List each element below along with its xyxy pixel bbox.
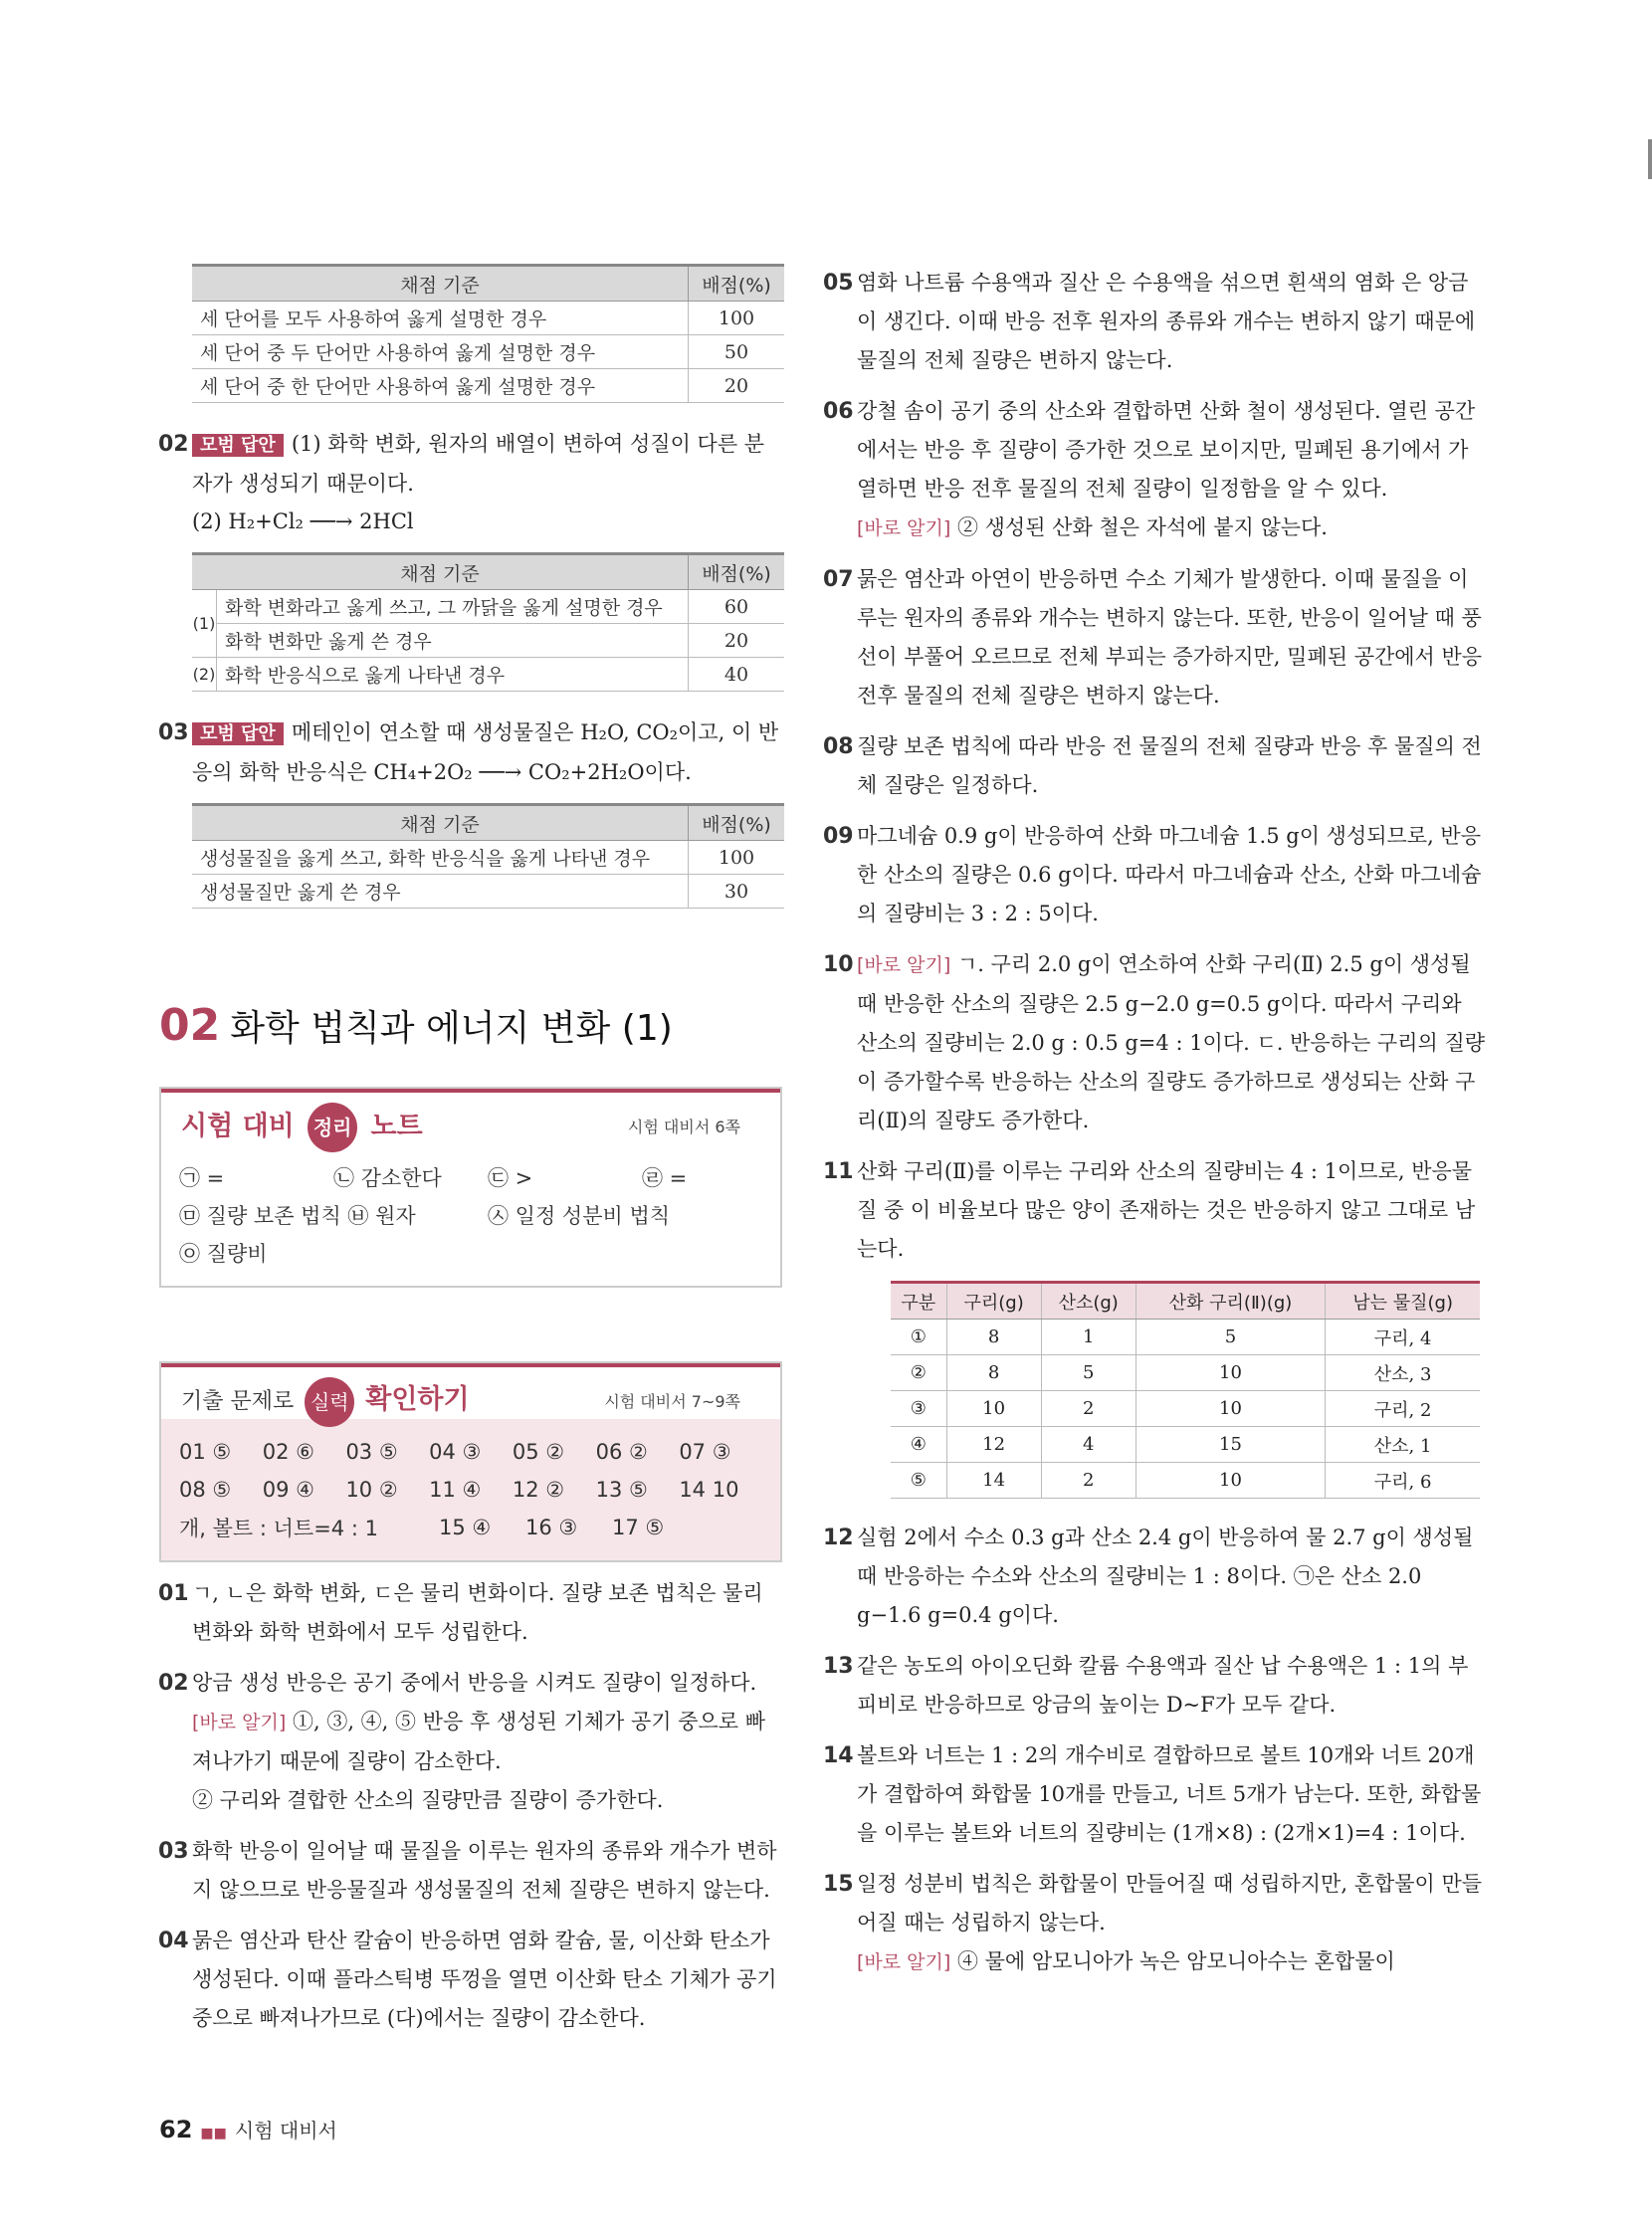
answer-row bbox=[179, 1509, 762, 1546]
answer-text: 메테인이 연소할 때 생성물질은 H₂O, CO₂이고, 이 반응의 화학 반응식은 CH₄+2O₂ ──→ CO₂+2H₂O이다. bbox=[192, 720, 779, 784]
answer-item: 15 ④ bbox=[439, 1516, 492, 1539]
table-cell: 8 bbox=[946, 1320, 1041, 1355]
answer-item: 03 ⑤ bbox=[345, 1440, 398, 1464]
question-text: 묽은 염산과 탄산 칼슘이 반응하면 염화 칼슘, 물, 이산화 탄소가 생성된다. 이때 플라스틱병 뚜껑을 열면 이산화 탄소 기체가 공기 중으로 빠져나가므로 (다)에서는 질량이 감소한다. bbox=[192, 1929, 777, 2030]
answer-02 bbox=[158, 425, 784, 540]
note-item: ㉡ 감소한다 bbox=[333, 1166, 442, 1190]
answer-item: 17 ⑤ bbox=[612, 1516, 665, 1539]
question-01 bbox=[158, 1574, 784, 1652]
question-number: 02 bbox=[158, 1671, 189, 1696]
answer-item: 10 ② bbox=[345, 1478, 398, 1502]
note-item: ㉠ = bbox=[179, 1166, 225, 1190]
table-row bbox=[192, 590, 784, 624]
table-row bbox=[891, 1355, 1480, 1391]
table-cell: 구리, 6 bbox=[1326, 1463, 1480, 1499]
answer-item: 02 ⑥ bbox=[262, 1440, 314, 1464]
question-text: 같은 농도의 아이오딘화 칼륨 수용액과 질산 납 수용액은 1 : 1의 부피비로 반응하므로 앙금의 높이는 D~F가 모두 같다. bbox=[857, 1654, 1469, 1717]
answer-row bbox=[179, 1433, 762, 1471]
table-cell: 생성물질만 옳게 쓴 경우 bbox=[192, 875, 689, 909]
question-14 bbox=[823, 1736, 1488, 1853]
table-cell: 5 bbox=[1041, 1355, 1136, 1391]
question-extra: ② 생성된 산화 철은 자석에 붙지 않는다. bbox=[956, 515, 1328, 539]
note-title-a: 시험 대비 bbox=[181, 1111, 295, 1142]
question-extra: ①, ③, ④, ⑤ 반응 후 생성된 기체가 공기 중으로 빠져나가기 때문에 질량이 감소한다. bbox=[192, 1710, 766, 1773]
question-number: 06 bbox=[823, 399, 854, 424]
note-row bbox=[179, 1234, 762, 1272]
check-bubble: 실력 bbox=[305, 1377, 354, 1427]
grade-table-1 bbox=[192, 264, 784, 403]
answer-item: 06 ② bbox=[595, 1440, 648, 1464]
table-header: 배점(%) bbox=[689, 554, 785, 590]
question-text: 마그네슘 0.9 g이 반응하여 산화 마그네슘 1.5 g이 생성되므로, 반응한 산소의 질량은 0.6 g이다. 따라서 마그네슘과 산소, 산화 마그네슘의 질량비는 3 : 2 : 5이다. bbox=[857, 824, 1482, 925]
table-cell: (2) bbox=[192, 658, 217, 692]
question-03 bbox=[158, 1832, 784, 1910]
answer-item: 01 ⑤ bbox=[179, 1440, 232, 1464]
table-cell: 10 bbox=[1136, 1463, 1325, 1499]
table-header: 채점 기준 bbox=[192, 805, 689, 841]
question-text: 산화 구리(Ⅱ)를 이루는 구리와 산소의 질량비는 4 : 1이므로, 반응물질 중 이 비율보다 많은 양이 존재하는 것은 반응하지 않고 그대로 남는다. bbox=[857, 1159, 1476, 1261]
question-09 bbox=[823, 817, 1488, 933]
answer-text: (1) 화학 변화, 원자의 배열이 변하여 성질이 다른 분자가 생성되기 때문이다. bbox=[192, 432, 765, 496]
question-07 bbox=[823, 560, 1488, 715]
correction-tag: [바로 알기] bbox=[192, 1712, 287, 1733]
table-cell: 산소, 1 bbox=[1326, 1427, 1480, 1463]
table-cell: 50 bbox=[689, 335, 785, 369]
question-06 bbox=[823, 392, 1488, 548]
question-text: 화학 반응이 일어날 때 물질을 이루는 원자의 종류와 개수가 변하지 않으므로 반응물질과 생성물질의 전체 질량은 변하지 않는다. bbox=[192, 1839, 777, 1902]
left-column bbox=[158, 264, 784, 909]
table-row bbox=[192, 369, 784, 403]
table-row bbox=[192, 875, 784, 909]
right-column bbox=[823, 264, 1488, 1994]
page-edge-mark bbox=[1648, 139, 1652, 179]
table-cell: ① bbox=[891, 1320, 946, 1355]
answer-item: 11 ④ bbox=[429, 1478, 482, 1502]
note-item: ㉧ 질량비 bbox=[179, 1242, 268, 1266]
page-footer bbox=[159, 2115, 337, 2143]
note-box-ref: 시험 대비서 6쪽 bbox=[627, 1118, 740, 1136]
table-cell: 산소, 3 bbox=[1326, 1355, 1480, 1391]
table-cell: 구리, 4 bbox=[1326, 1320, 1480, 1355]
table-cell: 생성물질을 옳게 쓰고, 화학 반응식을 옳게 나타낸 경우 bbox=[192, 841, 689, 875]
note-box-content bbox=[161, 1144, 780, 1286]
table-cell: 화학 변화만 옳게 쓴 경우 bbox=[217, 624, 689, 658]
question-number: 13 bbox=[823, 1654, 854, 1679]
table-row bbox=[891, 1427, 1480, 1463]
question-13 bbox=[823, 1647, 1488, 1725]
table-cell: 100 bbox=[689, 302, 785, 335]
question-04 bbox=[158, 1922, 784, 2038]
question-number: 05 bbox=[823, 271, 854, 296]
table-header: 배점(%) bbox=[689, 805, 785, 841]
note-box-title bbox=[181, 1103, 423, 1152]
left-explanations bbox=[158, 1574, 784, 2050]
table-cell: 10 bbox=[1136, 1355, 1325, 1391]
note-item: ㉤ 질량 보존 법칙 ㉥ 원자 bbox=[179, 1204, 416, 1228]
section-title-text: 화학 법칙과 에너지 변화 (1) bbox=[230, 1008, 673, 1049]
table-cell: 60 bbox=[689, 590, 785, 624]
table-header: 산화 구리(Ⅱ)(g) bbox=[1136, 1283, 1325, 1320]
table-header: 산소(g) bbox=[1041, 1283, 1136, 1320]
answer-item: 07 ③ bbox=[679, 1440, 731, 1464]
table-cell: 4 bbox=[1041, 1427, 1136, 1463]
check-title-a: 기출 문제로 bbox=[181, 1389, 295, 1414]
note-row bbox=[179, 1196, 762, 1234]
table-cell: 화학 변화라고 옳게 쓰고, 그 까닭을 옳게 설명한 경우 bbox=[217, 590, 689, 624]
note-item: ㉣ = bbox=[642, 1166, 688, 1190]
question-text: 앙금 생성 반응은 공기 중에서 반응을 시켜도 질량이 일정하다. bbox=[192, 1671, 757, 1695]
section-number: 02 bbox=[159, 1000, 221, 1051]
answer-item: 16 ③ bbox=[525, 1516, 578, 1539]
question-text: ㄱ, ㄴ은 화학 변화, ㄷ은 물리 변화이다. 질량 보존 법칙은 물리 변화와 화학 변화에서 모두 성립한다. bbox=[192, 1581, 763, 1644]
question-number: 08 bbox=[823, 734, 854, 759]
question-number: 09 bbox=[823, 824, 854, 849]
question-number: 07 bbox=[823, 567, 854, 592]
answer-03 bbox=[158, 713, 784, 791]
check-box-ref: 시험 대비서 7~9쪽 bbox=[604, 1392, 740, 1411]
answer-item: 개, 볼트 : 너트=4 : 1 bbox=[179, 1517, 378, 1540]
note-item: ㉦ 일정 성분비 법칙 bbox=[488, 1204, 671, 1228]
table-cell: 세 단어를 모두 사용하여 옳게 설명한 경우 bbox=[192, 302, 689, 335]
question-05 bbox=[823, 264, 1488, 380]
mass-table bbox=[891, 1281, 1480, 1499]
table-cell: 2 bbox=[1041, 1463, 1136, 1499]
table-cell: 20 bbox=[689, 624, 785, 658]
question-extra: ② 구리와 결합한 산소의 질량만큼 질량이 증가한다. bbox=[192, 1788, 664, 1812]
table-cell: 2 bbox=[1041, 1391, 1136, 1427]
question-text: 실험 2에서 수소 0.3 g과 산소 2.4 g이 반응하여 물 2.7 g이 생성될 때 반응하는 수소와 산소의 질량비는 1 : 8이다. ㉠은 산소 2.0 g−1.6 g=0.4 g이다. bbox=[857, 1526, 1474, 1627]
page-number: 62 bbox=[159, 2116, 193, 2143]
table-cell: 구리, 2 bbox=[1326, 1391, 1480, 1427]
table-cell: 8 bbox=[946, 1355, 1041, 1391]
question-number: 14 bbox=[823, 1743, 854, 1768]
table-cell: 100 bbox=[689, 841, 785, 875]
table-cell: 15 bbox=[1136, 1427, 1325, 1463]
answer-item: 13 ⑤ bbox=[595, 1478, 648, 1502]
table-cell: 20 bbox=[689, 369, 785, 403]
table-row bbox=[891, 1320, 1480, 1355]
question-number: 03 bbox=[158, 1839, 189, 1864]
table-header: 구분 bbox=[891, 1283, 946, 1320]
table-cell: 30 bbox=[689, 875, 785, 909]
note-bubble: 정리 bbox=[308, 1103, 357, 1152]
table-cell: ④ bbox=[891, 1427, 946, 1463]
answer-badge: 모범 답안 bbox=[192, 434, 284, 457]
question-number: 04 bbox=[158, 1929, 189, 1953]
table-row bbox=[891, 1391, 1480, 1427]
table-row bbox=[192, 624, 784, 658]
table-header: 채점 기준 bbox=[192, 266, 689, 302]
table-cell: ② bbox=[891, 1355, 946, 1391]
question-15 bbox=[823, 1865, 1488, 1982]
footer-label: 시험 대비서 bbox=[234, 2119, 337, 2142]
table-cell: (1) bbox=[192, 590, 217, 658]
question-number: 15 bbox=[823, 1872, 854, 1897]
note-title-b: 노트 bbox=[370, 1111, 423, 1142]
table-cell: 10 bbox=[1136, 1391, 1325, 1427]
question-text: ㄱ. 구리 2.0 g이 연소하여 산화 구리(Ⅱ) 2.5 g이 생성될 때 반응한 산소의 질량은 2.5 g−2.0 g=0.5 g이다. 따라서 구리와 산소의 질량비는 2.0 g : 0.5 g=4 : 1이다. ㄷ. 반응하는 구리의 질량이 증가할수록 반응하는 산소의 질량도 증가하므로 생성되는 산화 구리(Ⅱ)의 질량도 증가한다. bbox=[857, 952, 1486, 1132]
note-row bbox=[179, 1158, 762, 1196]
table-row bbox=[192, 335, 784, 369]
table-cell: ③ bbox=[891, 1391, 946, 1427]
check-box-header bbox=[161, 1363, 780, 1419]
table-cell: ⑤ bbox=[891, 1463, 946, 1499]
table-row bbox=[192, 841, 784, 875]
question-text: 일정 성분비 법칙은 화합물이 만들어질 때 성립하지만, 혼합물이 만들어질 때는 성립하지 않는다. bbox=[857, 1872, 1483, 1935]
correction-tag: [바로 알기] bbox=[857, 954, 951, 976]
question-text: 볼트와 너트는 1 : 2의 개수비로 결합하므로 볼트 10개와 너트 20개가 결합하여 화합물 10개를 만들고, 너트 5개가 남는다. 또한, 화합물을 이루는 볼트와 너트의 질량비는 (1개×8) : (2개×1)=4 : 1이다. bbox=[857, 1743, 1482, 1845]
question-text: 염화 나트륨 수용액과 질산 은 수용액을 섞으면 흰색의 염화 은 앙금이 생긴다. 이때 반응 전후 원자의 종류와 개수는 변하지 않기 때문에 물질의 전체 질량은 변하지 않는다. bbox=[857, 271, 1476, 372]
answer-item: 05 ② bbox=[512, 1440, 565, 1464]
table-cell: 세 단어 중 두 단어만 사용하여 옳게 설명한 경우 bbox=[192, 335, 689, 369]
note-box bbox=[159, 1087, 782, 1288]
question-number: 11 bbox=[823, 1159, 854, 1184]
table-cell: 1 bbox=[1041, 1320, 1136, 1355]
note-item: ㉢ > bbox=[488, 1166, 533, 1190]
table-row bbox=[192, 302, 784, 335]
table-cell: 40 bbox=[689, 658, 785, 692]
answer-row bbox=[179, 1471, 762, 1509]
answer-number: 02 bbox=[158, 432, 189, 457]
question-02 bbox=[158, 1664, 784, 1820]
question-text: 묽은 염산과 아연이 반응하면 수소 기체가 발생한다. 이때 물질을 이루는 원자의 종류와 개수는 변하지 않는다. 또한, 반응이 일어날 때 풍선이 부풀어 오르므로 전체 부피는 증가하지만, 밀폐된 공간에서 반응 전후 물질의 전체 질량은 변하지 않는다. bbox=[857, 567, 1483, 708]
check-box-title bbox=[181, 1377, 470, 1427]
note-box-header bbox=[161, 1089, 780, 1144]
question-number: 12 bbox=[823, 1526, 854, 1550]
answer-equation: (2) H₂+Cl₂ ──→ 2HCl bbox=[192, 509, 414, 533]
footer-dots: ■■ bbox=[200, 2126, 227, 2141]
correction-tag: [바로 알기] bbox=[857, 1951, 951, 1973]
answer-item: 09 ④ bbox=[262, 1478, 314, 1502]
table-row bbox=[891, 1463, 1480, 1499]
table-header: 배점(%) bbox=[689, 266, 785, 302]
answer-item: 04 ③ bbox=[429, 1440, 482, 1464]
table-cell: 5 bbox=[1136, 1320, 1325, 1355]
grade-table-2 bbox=[192, 552, 784, 692]
table-cell: 10 bbox=[946, 1391, 1041, 1427]
check-title-b: 확인하기 bbox=[365, 1384, 470, 1415]
answer-grid bbox=[161, 1419, 780, 1560]
answer-item: 08 ⑤ bbox=[179, 1478, 232, 1502]
question-extra: ④ 물에 암모니아가 녹은 암모니아수는 혼합물이 bbox=[956, 1949, 1395, 1973]
grade-table-3 bbox=[192, 803, 784, 909]
question-text: 강철 솜이 공기 중의 산소와 결합하면 산화 철이 생성된다. 열린 공간에서는 반응 후 질량이 증가한 것으로 보이지만, 밀폐된 용기에서 가열하면 반응 전후 물질의 전체 질량이 일정함을 알 수 있다. bbox=[857, 399, 1476, 501]
question-11 bbox=[823, 1152, 1488, 1269]
table-cell: 세 단어 중 한 단어만 사용하여 옳게 설명한 경우 bbox=[192, 369, 689, 403]
question-number: 01 bbox=[158, 1581, 189, 1606]
answer-badge: 모범 답안 bbox=[192, 722, 284, 745]
question-12 bbox=[823, 1519, 1488, 1635]
answer-item: 14 10 bbox=[679, 1478, 739, 1502]
table-cell: 14 bbox=[946, 1463, 1041, 1499]
answer-number: 03 bbox=[158, 720, 189, 745]
correction-tag: [바로 알기] bbox=[857, 517, 951, 539]
table-header: 구리(g) bbox=[946, 1283, 1041, 1320]
question-text: 질량 보존 법칙에 따라 반응 전 물질의 전체 질량과 반응 후 물질의 전체 질량은 일정하다. bbox=[857, 734, 1482, 797]
table-header: 남는 물질(g) bbox=[1326, 1283, 1480, 1320]
answer-item: 12 ② bbox=[512, 1478, 565, 1502]
question-10 bbox=[823, 945, 1488, 1140]
table-header: 채점 기준 bbox=[192, 554, 689, 590]
check-box bbox=[159, 1361, 782, 1562]
table-cell: 화학 반응식으로 옳게 나타낸 경우 bbox=[217, 658, 689, 692]
table-cell: 12 bbox=[946, 1427, 1041, 1463]
question-number: 10 bbox=[823, 952, 854, 977]
section-title bbox=[159, 1000, 673, 1051]
table-row bbox=[192, 658, 784, 692]
question-08 bbox=[823, 727, 1488, 805]
